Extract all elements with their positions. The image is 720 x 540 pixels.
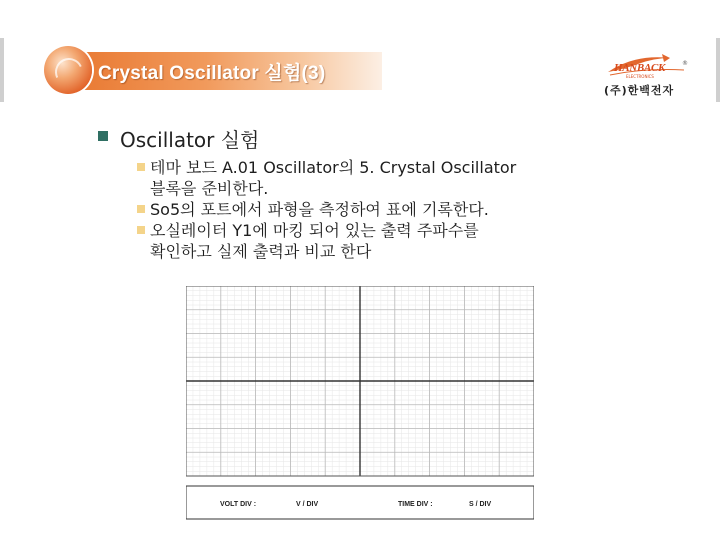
heading-bullet-icon (98, 131, 108, 141)
right-edge-rule (716, 38, 720, 102)
logo-tagline: ELECTRONICS (626, 74, 654, 79)
list-item (150, 220, 516, 262)
item-line: So5의 포트에서 파형을 측정하여 표에 기록한다. (150, 200, 489, 219)
slide-title: Crystal Oscillator 실험(3) (98, 63, 326, 84)
item-bullet-icon (137, 163, 145, 171)
logo-registered-mark: ® (682, 60, 688, 67)
logo-corp-name: (주)한백전자 (604, 84, 675, 97)
item-bullet-icon (137, 205, 145, 213)
logo-brand: HANBACK (614, 62, 666, 74)
item-bullet-icon (137, 226, 145, 234)
company-logo (604, 52, 690, 98)
item-line: 블록을 준비한다. (150, 179, 269, 198)
left-edge-rule (0, 38, 4, 102)
volt-div-unit: V / DIV (296, 501, 319, 508)
scope-graticule (186, 286, 534, 476)
oscilloscope-record-grid (186, 286, 534, 520)
time-div-unit: S / DIV (469, 501, 492, 508)
item-line: 오실레이터 Y1에 마킹 되어 있는 출력 주파수를 (150, 221, 479, 240)
item-line: 테마 보드 A.01 Oscillator의 5. Crystal Oscillator (150, 158, 517, 177)
instruction-list (150, 157, 516, 262)
list-item (150, 157, 516, 199)
volt-div-label: VOLT DIV : (220, 501, 257, 508)
item-line: 확인하고 실제 출력과 비교 한다 (150, 242, 372, 261)
section-heading: Oscillator 실험 (120, 128, 260, 152)
time-div-label: TIME DIV : (398, 501, 433, 508)
list-item (150, 199, 516, 220)
